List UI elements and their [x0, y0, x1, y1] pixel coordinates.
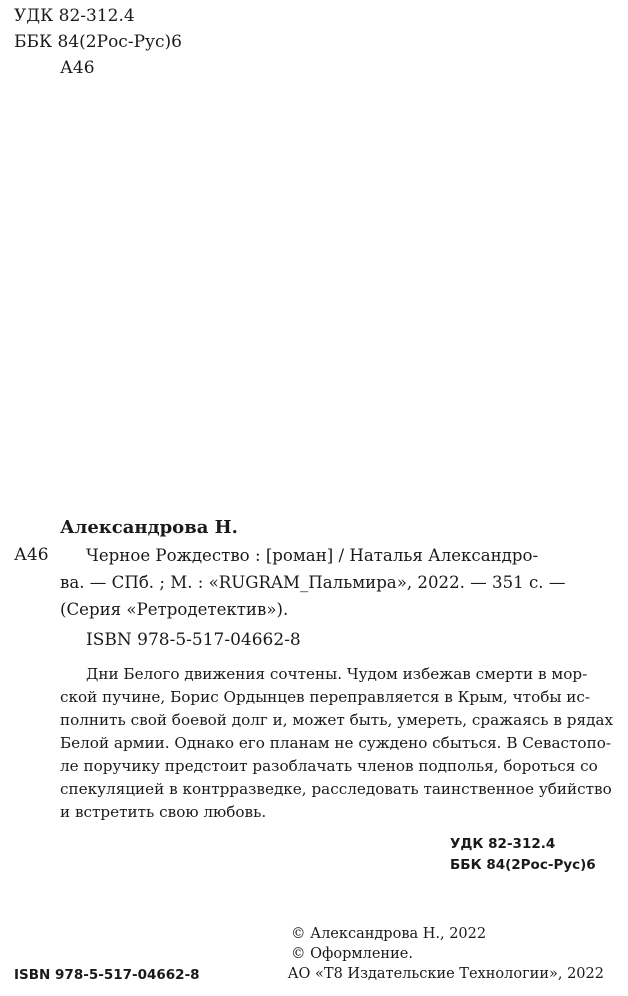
copyright-design: © Оформление.	[291, 946, 413, 962]
author-mark: А46	[14, 545, 49, 565]
udk-code-bottom: УДК 82-312.4	[450, 836, 556, 852]
annotation-line-4: Белой армии. Однако его планам не суждено сбыться. В Севастопо-	[60, 734, 611, 752]
description-line-2: ва. — СПб. ; М. : «RUGRAM_Пальмира», 2022. — 351 с. —	[60, 573, 566, 592]
annotation-line-7: и встретить свою любовь.	[60, 803, 267, 821]
author-heading: Александрова Н.	[60, 517, 238, 538]
copyright-author: © Александрова Н., 2022	[291, 926, 487, 942]
bbk-code-top: ББК 84(2Рос-Рус)6	[14, 32, 182, 52]
description-line-1: Черное Рождество : [роман] / Наталья Александро-	[86, 546, 539, 565]
copyright-publisher: АО «Т8 Издательские Технологии», 2022	[287, 966, 604, 982]
author-mark-top: А46	[60, 58, 95, 78]
annotation-line-6: спекуляцией в контрразведке, расследовать таинственное убийство	[60, 780, 612, 798]
annotation-line-3: полнить свой боевой долг и, может быть, умереть, сражаясь в рядах	[60, 711, 614, 729]
annotation-line-1: Дни Белого движения сочтены. Чудом избежав смерти в мор-	[86, 665, 588, 683]
description-line-3: (Серия «Ретродетектив»).	[60, 600, 289, 619]
annotation-line-5: ле поручику предстоит разоблачать членов подполья, бороться со	[60, 757, 598, 775]
isbn-record: ISBN 978-5-517-04662-8	[86, 630, 301, 650]
udk-code-top: УДК 82-312.4	[14, 6, 135, 26]
annotation-line-2: ской пучине, Борис Ордынцев переправляется в Крым, чтобы ис-	[60, 688, 591, 706]
bbk-code-bottom: ББК 84(2Рос-Рус)6	[450, 857, 596, 873]
isbn-footer: ISBN 978-5-517-04662-8	[14, 967, 200, 983]
